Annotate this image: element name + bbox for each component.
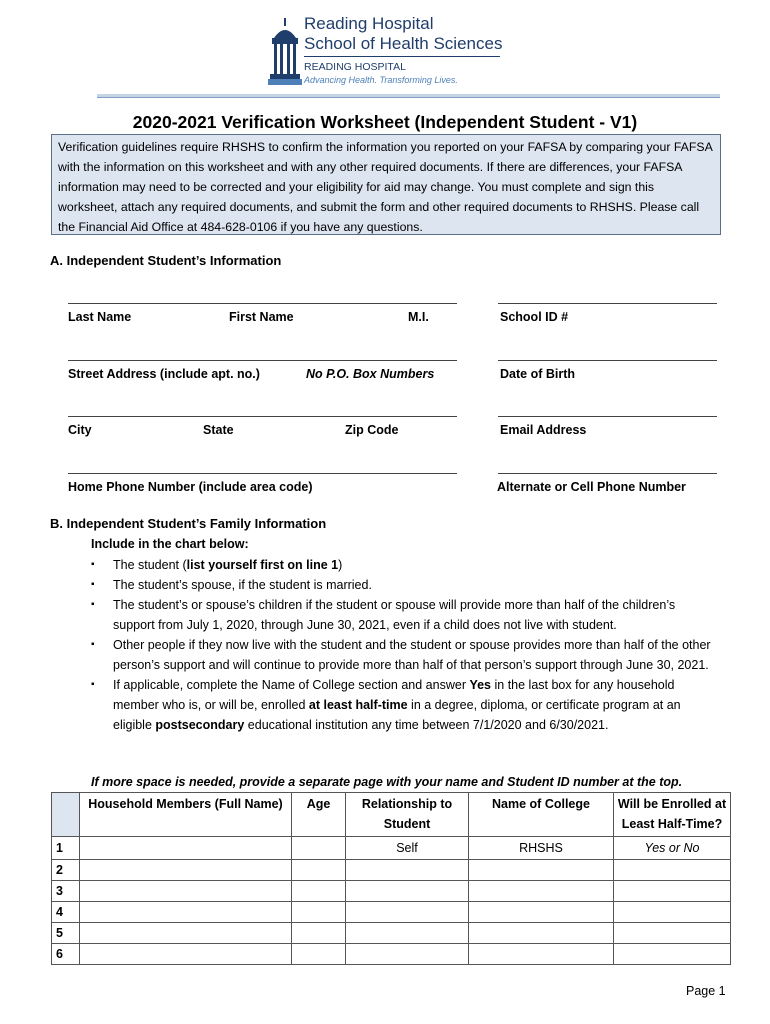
home-phone-line[interactable]	[68, 473, 457, 474]
intro-box: Verification guidelines require RHSHS to confirm the information you reported on your FAFSA by comparing your FAFSA with the information on this worksheet and with any other required documents. If there are differences, your FAFSA information may need to be corrected and your eligibility for aid may change. You must complete and sign this worksheet, attach any required documents, and submit the form and other required documents to RHSHS. Please call the Financial Aid Office at 484-628-0106 if you have any questions.	[51, 134, 721, 235]
table-row: 3	[52, 881, 731, 902]
street-line[interactable]	[68, 360, 457, 361]
name-cell[interactable]	[80, 944, 292, 965]
list-item: ▪ If applicable, complete the Name of College section and answer Yes in the last box for any household member who is, or will be, enrolled at least half-time in a degree, diploma, or certificate program at an eligible postsecondary educational institution any time between 7/1/2020 and 6/30/2021.	[91, 675, 711, 735]
email-label: Email Address	[500, 423, 587, 437]
college-cell[interactable]: RHSHS	[469, 837, 614, 860]
relationship-cell[interactable]	[346, 923, 469, 944]
city-line[interactable]	[68, 416, 457, 417]
header-enrolled: Will be Enrolled at Least Half-Time?	[614, 793, 731, 837]
document-title: 2020-2021 Verification Worksheet (Independent Student - V1)	[132, 112, 638, 132]
list-item: ▪ The student’s or spouse’s children if the student or spouse will provide more than half of the children’s support from July 1, 2020, through June 30, 2021, even if a child does not live with student.	[91, 595, 711, 635]
name-line[interactable]	[68, 303, 457, 304]
header-logo	[268, 14, 508, 94]
last-name-label: Last Name	[68, 310, 132, 324]
enrolled-cell[interactable]: Yes or No	[614, 837, 731, 860]
no-po-box-label: No P.O. Box Numbers	[306, 367, 435, 381]
dob-label: Date of Birth	[500, 367, 575, 381]
college-cell[interactable]	[469, 902, 614, 923]
header-relationship: Relationship to Student	[346, 793, 469, 837]
section-b-heading: B. Independent Student’s Family Information	[50, 516, 327, 531]
name-cell[interactable]	[80, 837, 292, 860]
email-line[interactable]	[498, 416, 717, 417]
list-item: ▪ Other people if they now live with the student and the student or spouse provides more than half of the other person’s support and will continue to provide more than half of that person’s support through June 30, 2021.	[91, 635, 711, 675]
relationship-cell[interactable]	[346, 944, 469, 965]
logo-line-1: Reading Hospital	[304, 14, 434, 33]
row-number-header	[52, 793, 80, 837]
logo-line-2: School of Health Sciences	[304, 34, 503, 53]
age-cell[interactable]	[292, 860, 346, 881]
college-cell[interactable]	[469, 860, 614, 881]
extra-space-note: If more space is needed, provide a separate page with your name and Student ID number at the top.	[91, 775, 683, 789]
relationship-cell[interactable]	[346, 902, 469, 923]
mi-label: M.I.	[408, 310, 429, 324]
age-cell[interactable]	[292, 923, 346, 944]
dob-line[interactable]	[498, 360, 717, 361]
table-row: 4	[52, 902, 731, 923]
section-a-heading: A. Independent Student’s Information	[50, 253, 282, 268]
school-id-line[interactable]	[498, 303, 717, 304]
relationship-cell[interactable]: Self	[346, 837, 469, 860]
relationship-cell[interactable]	[346, 881, 469, 902]
state-label: State	[203, 423, 234, 437]
name-cell[interactable]	[80, 860, 292, 881]
page-number: Page 1	[686, 984, 726, 998]
enrolled-cell[interactable]	[614, 902, 731, 923]
name-cell[interactable]	[80, 923, 292, 944]
age-cell[interactable]	[292, 902, 346, 923]
table-row: 5	[52, 923, 731, 944]
header-college: Name of College	[469, 793, 614, 837]
college-cell[interactable]	[469, 881, 614, 902]
name-cell[interactable]	[80, 902, 292, 923]
college-cell[interactable]	[469, 944, 614, 965]
table-row: 2	[52, 860, 731, 881]
alt-phone-label: Alternate or Cell Phone Number	[497, 480, 686, 494]
age-cell[interactable]	[292, 881, 346, 902]
relationship-cell[interactable]	[346, 860, 469, 881]
list-item: ▪ The student’s spouse, if the student is married.	[91, 575, 711, 595]
table-row: 1 Self RHSHS Yes or No	[52, 837, 731, 860]
hospital-building-icon	[268, 16, 302, 92]
age-cell[interactable]	[292, 837, 346, 860]
logo-tagline: Advancing Health. Transforming Lives.	[304, 75, 458, 85]
table-row: 6	[52, 944, 731, 965]
enrolled-cell[interactable]	[614, 881, 731, 902]
include-label: Include in the chart below:	[91, 537, 249, 551]
include-list	[91, 555, 711, 735]
alt-phone-line[interactable]	[498, 473, 717, 474]
enrolled-cell[interactable]	[614, 944, 731, 965]
enrolled-cell[interactable]	[614, 860, 731, 881]
zip-label: Zip Code	[345, 423, 399, 437]
logo-line-3: READING HOSPITAL	[304, 61, 406, 73]
college-cell[interactable]	[469, 923, 614, 944]
list-item: ▪ The student (list yourself first on line 1)	[91, 555, 711, 575]
household-table	[51, 792, 731, 965]
school-id-label: School ID #	[500, 310, 569, 324]
header-age: Age	[292, 793, 346, 837]
street-label: Street Address (include apt. no.)	[68, 367, 260, 381]
header-household-members: Household Members (Full Name)	[80, 793, 292, 837]
enrolled-cell[interactable]	[614, 923, 731, 944]
age-cell[interactable]	[292, 944, 346, 965]
city-label: City	[68, 423, 92, 437]
first-name-label: First Name	[229, 310, 294, 324]
table-header-row	[52, 793, 731, 837]
logo-divider	[304, 56, 500, 57]
header-rule-line	[97, 97, 720, 98]
name-cell[interactable]	[80, 881, 292, 902]
home-phone-label: Home Phone Number (include area code)	[68, 480, 313, 494]
